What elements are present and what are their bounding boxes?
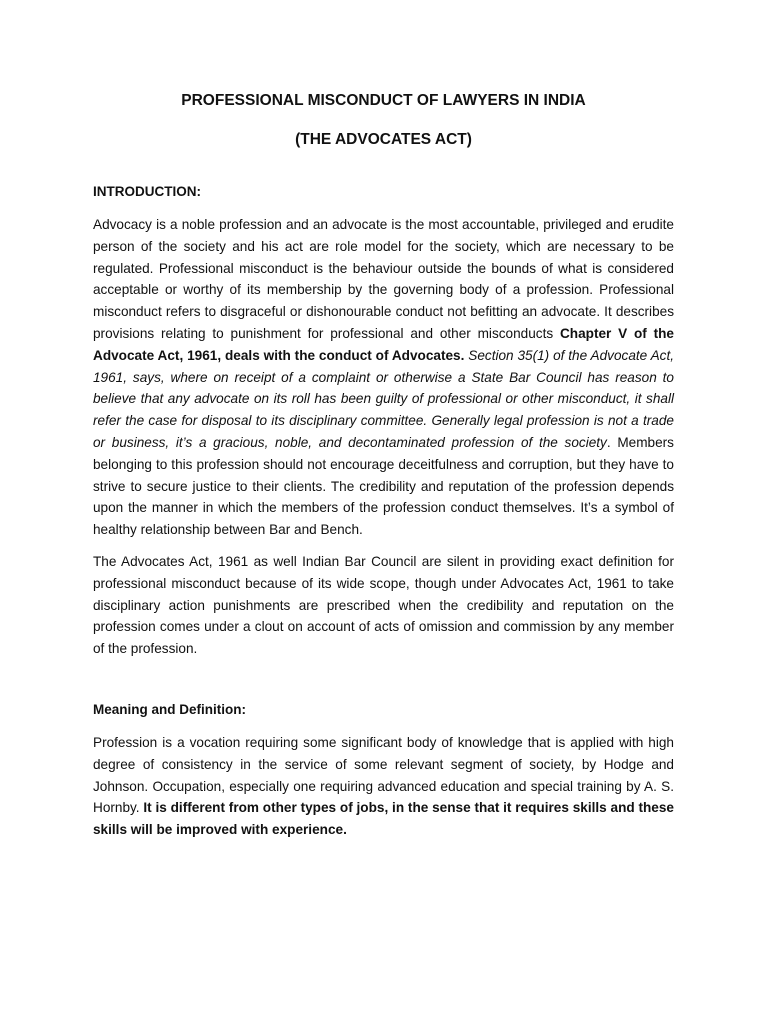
introduction-heading: INTRODUCTION: (93, 184, 201, 199)
intro-italic-run: Section 35(1) of the Advocate Act, 1961, says, where on receipt of a complaint or otherwise a State Bar Council has reason to believe that any advocate on its roll has been guilty of professional or other misconduct, it shall refer the case for disposal to its disciplinary committee. Generally legal profession is not a trade or business, it’s a gracious, noble, and decontaminated profession of the society (93, 347, 675, 450)
document-subtitle: (THE ADVOCATES ACT) (295, 131, 472, 148)
intro-bold-run: Chapter V of the Advocate Act, 1961, deals with the conduct of Advocates. (93, 325, 674, 363)
introduction-paragraph-1 (93, 214, 674, 541)
meaning-text-run: Profession is a vocation requiring some significant body of knowledge that is applied with high degree of consistency in the service of some relevant segment of society, by Hodge and Johnson. Occupation, especially one requiring advanced education and special training by A. S. Hornby. (93, 734, 674, 816)
document-title: PROFESSIONAL MISCONDUCT OF LAWYERS IN INDIA (181, 92, 586, 109)
document-page (93, 88, 674, 841)
meaning-bold-run: It is different from other types of jobs, in the sense that it requires skills and these skills will be improved with experience. (93, 800, 674, 838)
introduction-paragraph-2: The Advocates Act, 1961 as well Indian Bar Council are silent in providing exact definition for professional misconduct because of its wide scope, though under Advocates Act, 1961 to take disciplinary action punishments are prescribed when the credibility and reputation on the profession comes under a clout on account of acts of omission and commission by any member of the profession. (93, 553, 674, 657)
meaning-paragraph-1 (93, 732, 674, 841)
intro-tail-run: . Members belonging to this profession should not encourage deceitfulness and corruption, but they have to strive to secure justice to their clients. The credibility and reputation of the profession depends upon the manner in which the members of the profession conduct themselves. It’s a symbol of healthy relationship between Bar and Bench. (93, 434, 674, 538)
intro-text-run: Advocacy is a noble profession and an advocate is the most accountable, privileged and erudite person of the society and his act are role model for the society, which are necessary to be regulated. Professional misconduct is the behaviour outside the bounds of what is considered acceptable or worthy of its membership by the governing body of a profession. Professional misconduct refers to disgraceful or dishonourable conduct not befitting an advocate. It describes provisions relating to punishment for professional and other misconducts (93, 217, 674, 341)
meaning-heading: Meaning and Definition: (93, 701, 246, 717)
